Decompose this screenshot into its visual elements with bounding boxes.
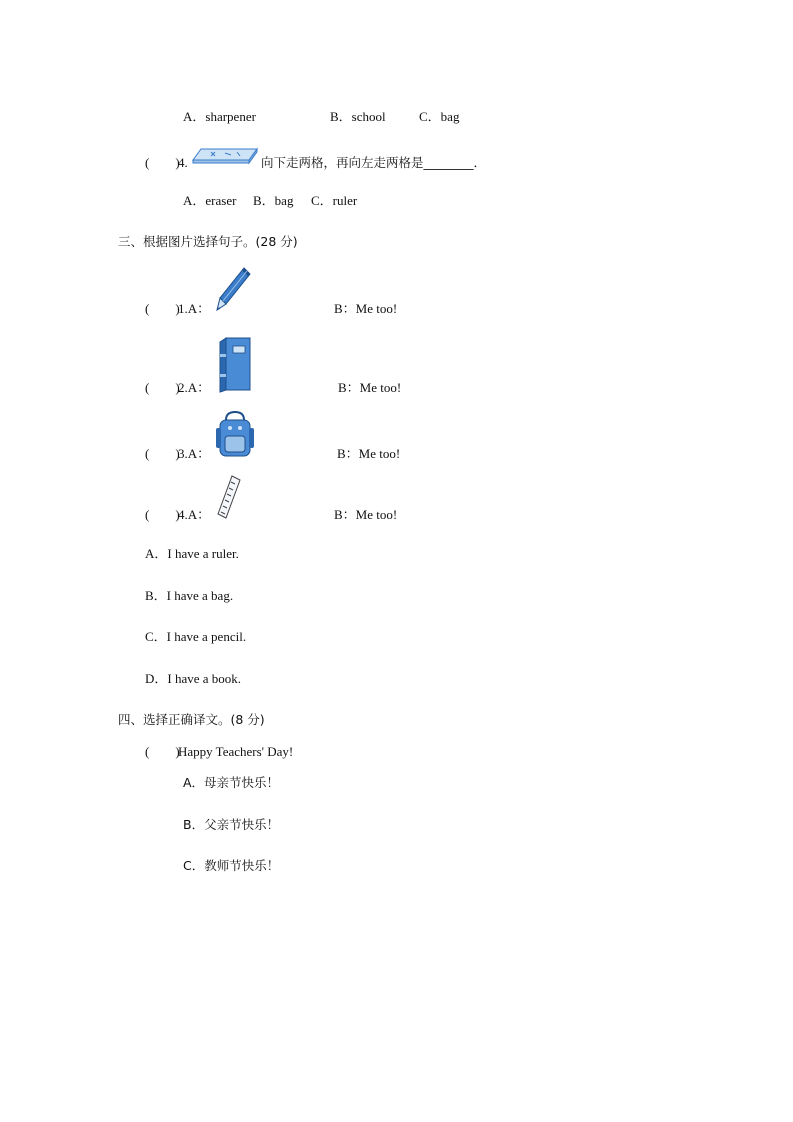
bag-icon bbox=[214, 410, 256, 460]
s4-option-c: C．教师节快乐！ bbox=[183, 858, 280, 873]
s3-item4-b: B：Me too! bbox=[334, 507, 398, 522]
s3-item4-prefix: 4.A： bbox=[178, 507, 211, 522]
s3-item1-paren[interactable]: ( ) bbox=[145, 301, 180, 316]
s4-option-a: A．母亲节快乐！ bbox=[183, 775, 280, 790]
q4-answer-paren[interactable]: ( ) bbox=[145, 155, 180, 170]
q3-option-a: A．sharpener bbox=[183, 109, 256, 124]
q3-option-b: B．school bbox=[330, 109, 386, 124]
s3-item1-b: B：Me too! bbox=[334, 301, 398, 316]
section4-title: 四、选择正确译文。(8 分) bbox=[118, 712, 265, 727]
q4-number: 4. bbox=[178, 155, 188, 170]
s3-item3-paren[interactable]: ( ) bbox=[145, 446, 180, 461]
s3-choice-c: C．I have a pencil. bbox=[145, 629, 247, 644]
section3-title: 三、根据图片选择句子。(28 分) bbox=[118, 234, 298, 249]
s3-choice-b: B．I have a bag. bbox=[145, 588, 234, 603]
book-icon bbox=[216, 334, 254, 394]
s3-item3-prefix: 3.A： bbox=[178, 446, 211, 461]
s3-item3-b: B：Me too! bbox=[337, 446, 401, 461]
q4-option-a: A．eraser bbox=[183, 193, 237, 208]
s4-question: Happy Teachers' Day! bbox=[178, 744, 294, 759]
q4-option-c: C．ruler bbox=[311, 193, 358, 208]
pencil-icon bbox=[214, 266, 252, 314]
q3-option-c: C．bag bbox=[419, 109, 460, 124]
s3-choice-a: A．I have a ruler. bbox=[145, 546, 239, 561]
s3-item2-paren[interactable]: ( ) bbox=[145, 380, 180, 395]
ruler-icon bbox=[214, 474, 244, 522]
s3-item1-prefix: 1.A： bbox=[178, 301, 211, 316]
s3-item2-prefix: 2.A： bbox=[178, 380, 211, 395]
s3-item4-paren[interactable]: ( ) bbox=[145, 507, 180, 522]
eraser-icon bbox=[191, 143, 259, 165]
q4-option-b: B．bag bbox=[253, 193, 294, 208]
s3-item2-b: B：Me too! bbox=[338, 380, 402, 395]
q4-question-text: 向下走两格，再向左走两格是________． bbox=[261, 155, 487, 170]
s4-answer-paren[interactable]: ( ) bbox=[145, 744, 180, 759]
s4-option-b: B．父亲节快乐！ bbox=[183, 817, 280, 832]
s3-choice-d: D．I have a book. bbox=[145, 671, 242, 686]
